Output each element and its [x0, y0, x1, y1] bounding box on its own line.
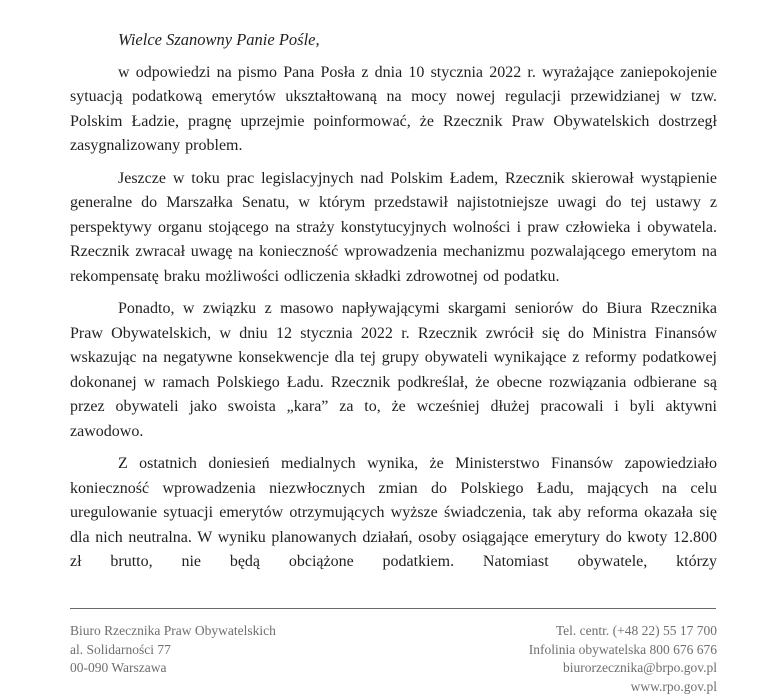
footer-website: www.rpo.gov.pl: [630, 678, 717, 694]
footer-phone: Tel. centr. (+48 22) 55 17 700: [555, 623, 717, 638]
paragraph-3: Ponadto, w związku z masowo napływającymi skargami seniorów do Biura Rzecznika Praw Obywatelskich, w dniu 12 stycznia 2022 r. Rzecznik zwrócił się do Ministra Finansów wskazując na negatywne konsekwencje dla tej grupy obywateli wynikające z reformy podatkowej dokonanej w ramach Polskiego Ładu. Rzecznik podkreślał, że obecne rozwiązania odbierane są przez obywateli jako swoista „kara” za to, że wcześniej dłużej pracowali i byli aktywni zawodowo.: [70, 300, 717, 440]
letter-body: [70, 28, 717, 583]
salutation: Wielce Szanowny Panie Pośle,: [118, 30, 320, 49]
footer-hotline: Infolinia obywatelska 800 676 676: [528, 641, 717, 657]
footer-address-block: [70, 622, 276, 678]
paragraph-4: Z ostatnich doniesień medialnych wynika, że Ministerstwo Finansów zapowiedziało konieczność wprowadzenia niezwłocznych zmian do Polskiego Ładu, mających na celu uregulowanie sytuacji emerytów otrzymujących wyższe świadczenia, tak aby reforma okazała się dla nich neutralna. W wyniku planowanych działań, osoby osiągające emerytury do kwoty 12.800 zł brutto, nie będą obciążone podatkiem. Natomiast obywatele, którzy: [70, 455, 717, 570]
footer-contact-block: [529, 622, 717, 696]
footer-office-name: Biuro Rzecznika Praw Obywatelskich: [70, 623, 276, 638]
footer-divider: [70, 608, 716, 609]
paragraph-2: Jeszcze w toku prac legislacyjnych nad Polskim Ładem, Rzecznik skierował wystąpienie generalne do Marszałka Senatu, w którym przedstawił najistotniejsze uwagi do tej ustawy z perspektywy organu stojącego na straży konstytucyjnych wolności i praw człowieka i obywatela. Rzecznik zwracał uwagę na konieczność wprowadzenia mechanizmu pozwalającego emerytom na rekompensatę braku możliwości odliczenia składki zdrowotnej od podatku.: [70, 169, 717, 285]
paragraph-1: w odpowiedzi na pismo Pana Posła z dnia 10 stycznia 2022 r. wyrażające zaniepokojenie sytuacją podatkową emerytów ukształtowaną na mocy nowej regulacji przewidzianej w tzw. Polskim Ładzie, pragnę uprzejmie poinformować, że Rzecznik Praw Obywatelskich dostrzegł zasygnalizowany problem.: [70, 63, 717, 154]
footer-email: biurorzecznika@brpo.gov.pl: [562, 660, 717, 675]
footer-street: al. Solidarności 77: [70, 641, 171, 657]
footer-city: 00-090 Warszawa: [70, 660, 167, 675]
